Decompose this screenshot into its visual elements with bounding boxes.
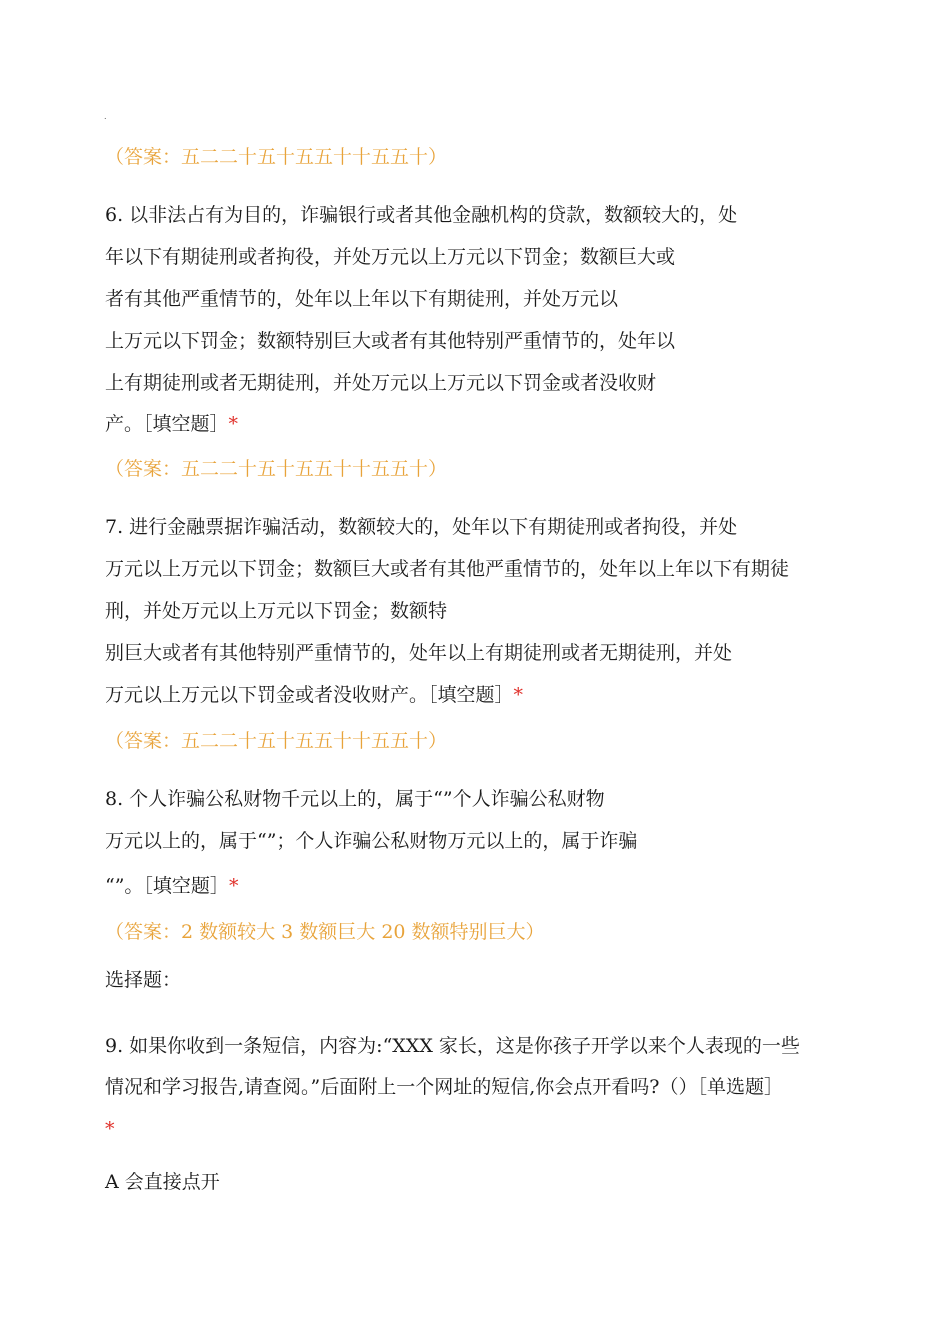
q6-required-star: * xyxy=(228,413,239,435)
q7-required-star: * xyxy=(513,684,524,706)
q6-line-1: 6. 以非法占有为目的，诈骗银行或者其他金融机构的贷款，数额较大的，处 xyxy=(105,204,738,226)
stray-dot: . xyxy=(104,112,107,121)
q6-line-4: 上万元以下罚金；数额特别巨大或者有其他特别严重情节的，处年以 xyxy=(105,330,676,352)
q9-option-a[interactable]: A 会直接点开 xyxy=(105,1171,220,1193)
q6-line-2: 年以下有期徒刑或者拘役，并处万元以上万元以下罚金；数额巨大或 xyxy=(105,246,676,268)
q7-last-line: 万元以上万元以下罚金或者没收财产。［填空题］ xyxy=(105,684,514,706)
answer-q6: （答案：五二二十五十五五十十五五十） xyxy=(105,458,448,480)
q8-required-star: * xyxy=(228,875,239,897)
q8-line-2: 万元以上的，属于“”；个人诈骗公私财物万元以上的，属于诈骗 xyxy=(105,830,638,852)
q7-line-2: 万元以上万元以下罚金；数额巨大或者有其他严重情节的，处年以上年以下有期徒 xyxy=(105,558,790,580)
answer-q8: （答案：2 数额较大 3 数额巨大 20 数额特别巨大） xyxy=(105,921,545,943)
q7-line-1: 7. 进行金融票据诈骗活动，数额较大的，处年以下有期徒刑或者拘役，并处 xyxy=(105,516,738,538)
q6-line-3: 者有其他严重情节的，处年以上年以下有期徒刑，并处万元以 xyxy=(105,288,619,310)
q7-line-5 xyxy=(105,683,523,707)
q6-line-5: 上有期徒刑或者无期徒刑，并处万元以上万元以下罚金或者没收财 xyxy=(105,372,657,394)
q9-line-1: 9. 如果你收到一条短信，内容为:“XXX 家长，这是你孩子开学以来个人表现的一些 xyxy=(105,1035,800,1057)
q8-line-1: 8. 个人诈骗公私财物千元以上的，属于“”个人诈骗公私财物 xyxy=(105,788,605,810)
q7-line-3: 刑，并处万元以上万元以下罚金；数额特 xyxy=(105,600,448,622)
answer-q7: （答案：五二二十五十五五十十五五十） xyxy=(105,730,448,752)
q7-line-4: 别巨大或者有其他特别严重情节的，处年以上有期徒刑或者无期徒刑，并处 xyxy=(105,642,733,664)
q9-required-star: * xyxy=(105,1118,115,1140)
q9-line-2: 情况和学习报告,请查阅。”后面附上一个网址的短信,你会点开看吗?（）［单选题］ xyxy=(105,1076,783,1098)
section-heading: 选择题： xyxy=(105,969,182,991)
q8-line-3 xyxy=(105,874,238,898)
q8-last-line: “”。［填空题］ xyxy=(105,875,229,897)
q6-last-line: 产。［填空题］ xyxy=(105,413,229,435)
q6-line-6 xyxy=(105,412,238,436)
answer-q5: （答案：五二二十五十五五十十五五十） xyxy=(105,146,448,168)
